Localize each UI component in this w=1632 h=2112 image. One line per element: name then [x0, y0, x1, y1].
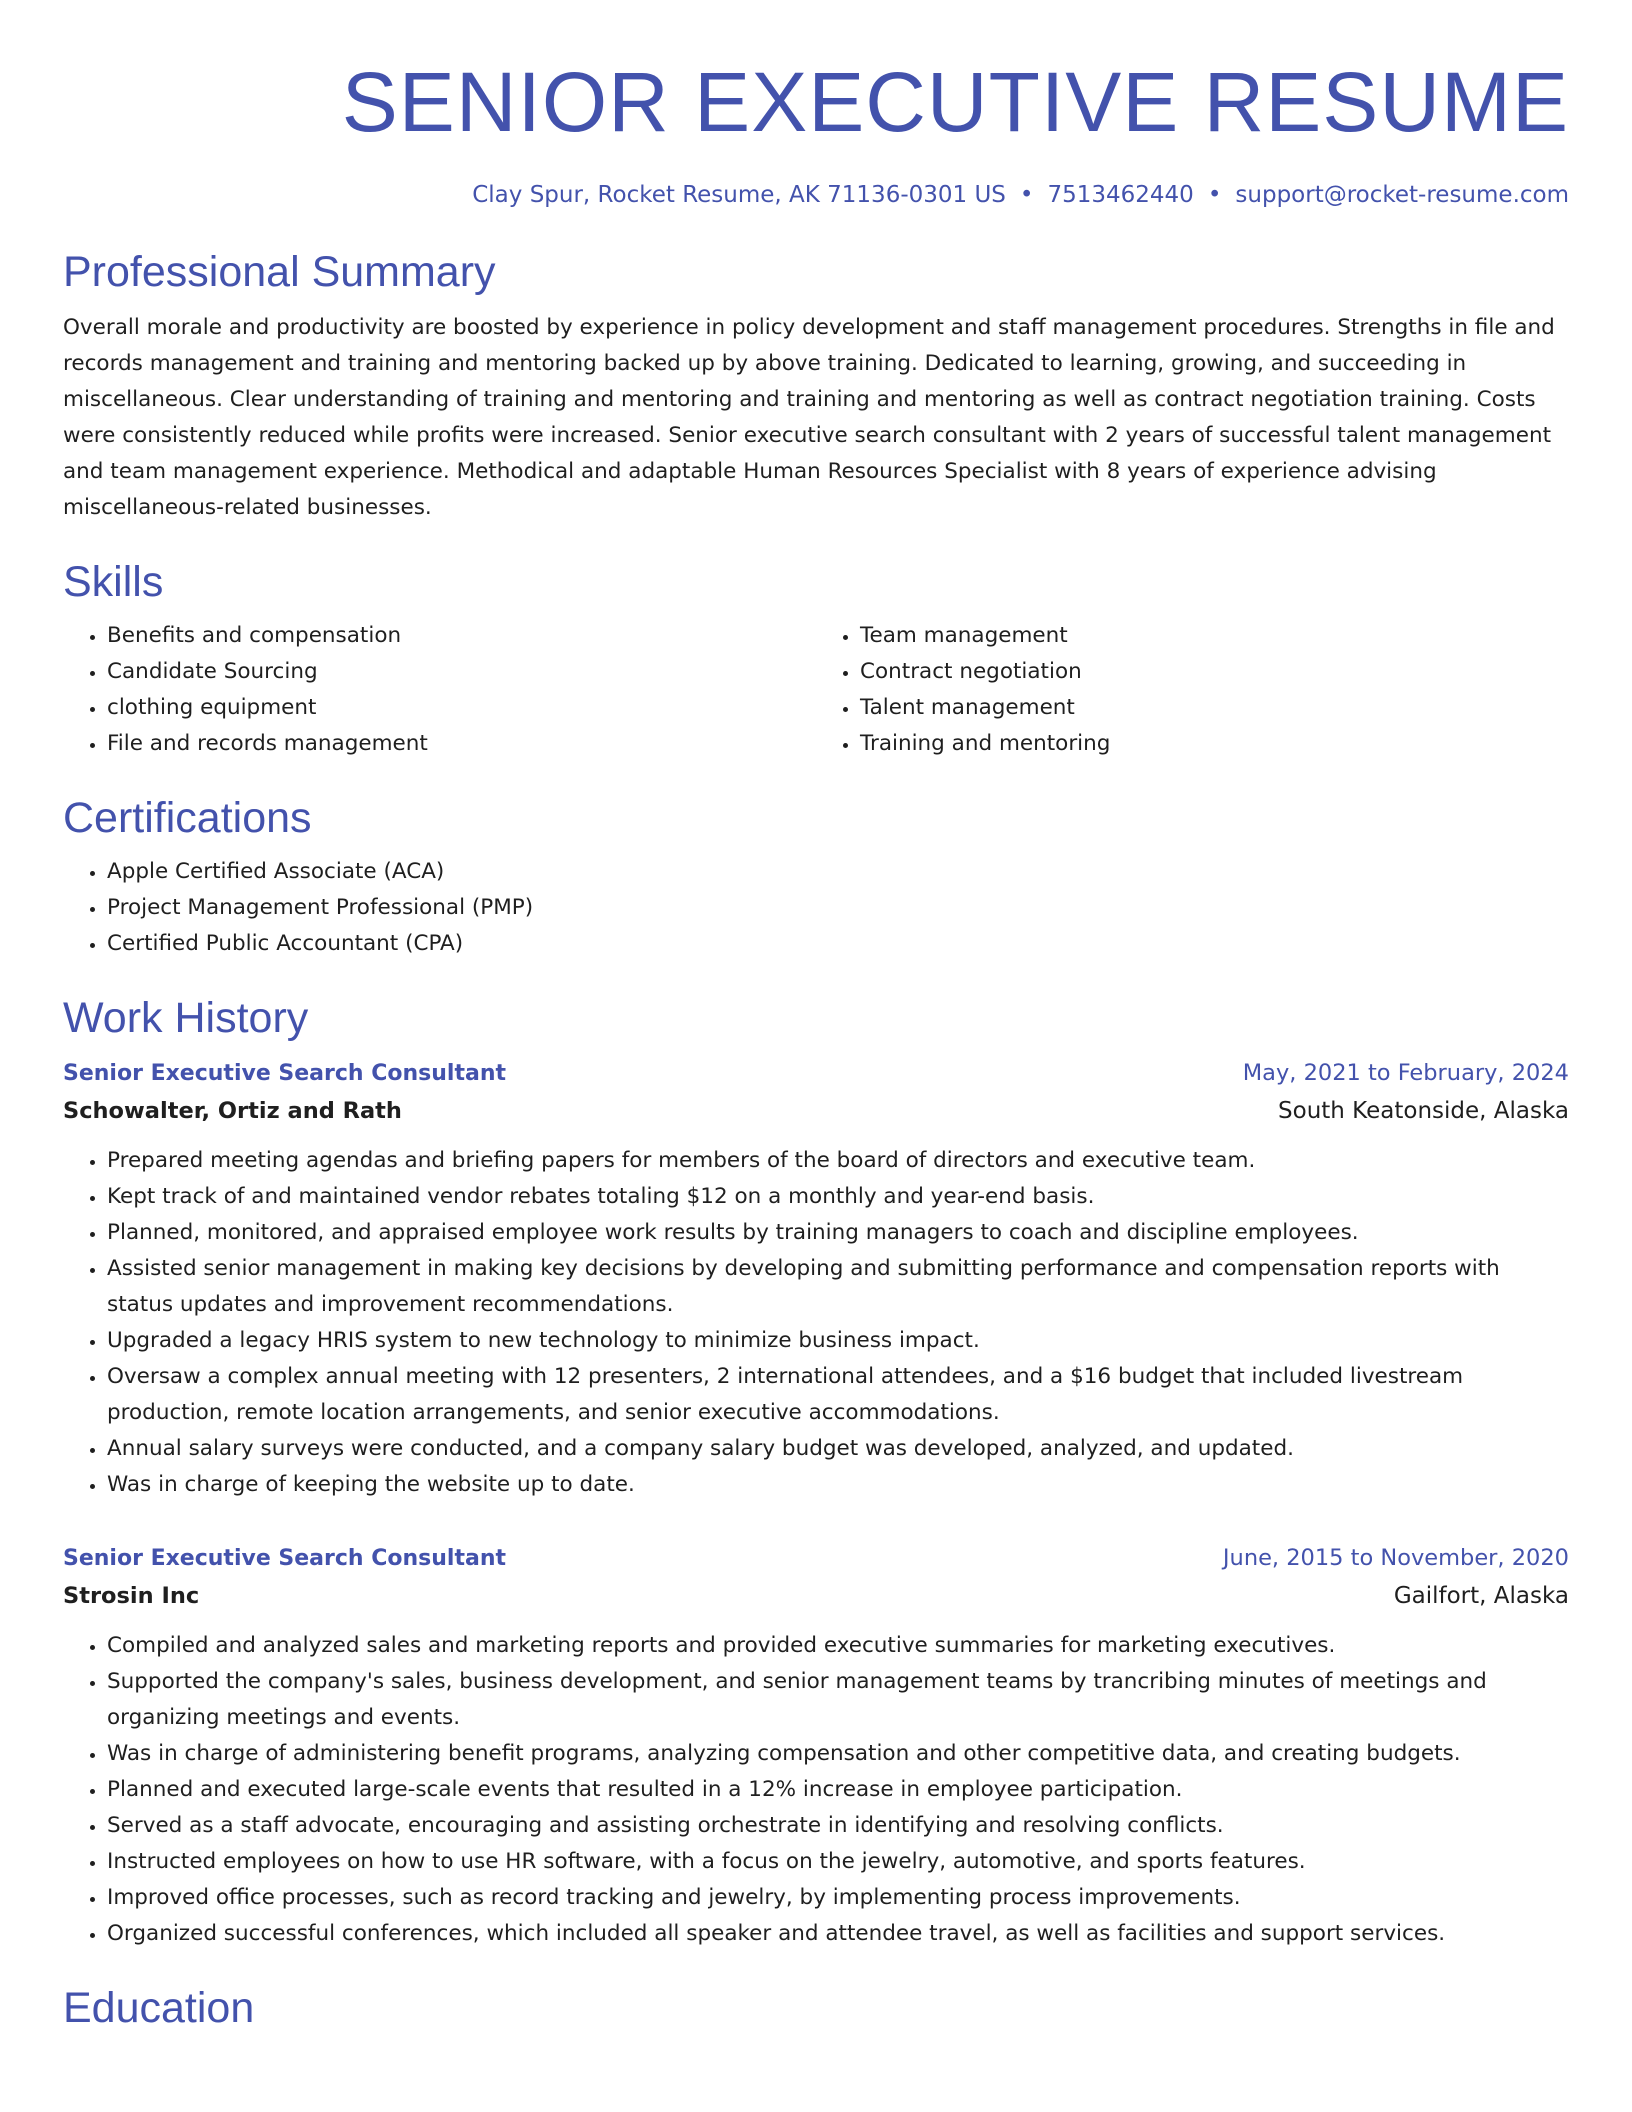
certification-item: • Certified Public Accountant (CPA): [107, 926, 1569, 962]
summary-text: Overall morale and productivity are boosted by experience in policy development and staff management procedures. Strengths in file and records management and training and mentoring backed up by above training. Dedicated to learning, growing, and succeeding in miscellaneous. Clear understanding of training and mentoring and training and mentoring as well as contract negotiation training. Costs were consistently reduced while profits were increased. Senior executive search consultant with 2 years of successful talent management and team management experience. Methodical and adaptable Human Resources Specialist with 8 years of experience advising miscellaneous-related businesses.: [63, 315, 1555, 520]
skill-item: • Contract negotiation: [860, 654, 1569, 690]
job-bullet: • Assisted senior management in making key decisions by developing and submitting performance and compensation reports with status updates and improvement recommendations.: [107, 1251, 1569, 1323]
certification-item: • Apple Certified Associate (ACA): [107, 854, 1569, 890]
skill-item: • File and records management: [107, 726, 816, 762]
job-entry: [63, 1541, 1569, 1952]
job-bullets: [63, 1628, 1569, 1952]
skill-item: • Training and mentoring: [860, 726, 1569, 762]
skill-item: • Team management: [860, 618, 1569, 654]
skill-item: • Talent management: [860, 690, 1569, 726]
job-bullet: • Oversaw a complex annual meeting with 12 presenters, 2 international attendees, and a $16 budget that included livestream production, remote location arrangements, and senior executive accommodations.: [107, 1359, 1569, 1431]
job-employer: Schowalter, Ortiz and Rath: [63, 1098, 402, 1124]
job-bullet: • Improved office processes, such as record tracking and jewelry, by implementing process improvements.: [107, 1880, 1569, 1916]
skills-list-left: [63, 618, 816, 762]
job-employer: Strosin Inc: [63, 1583, 200, 1609]
education-heading: Education: [63, 1984, 255, 2032]
job-bullet: • Planned, monitored, and appraised employee work results by training managers to coach and discipline employees.: [107, 1215, 1569, 1251]
contact-phone: 7513462440: [1047, 182, 1194, 208]
job-bullet: • Organized successful conferences, which included all speaker and attendee travel, as well as facilities and support services.: [107, 1916, 1569, 1952]
job-bullet: • Supported the company's sales, business development, and senior management teams by trancribing minutes of meetings and organizing meetings and events.: [107, 1664, 1569, 1736]
job-bullet: • Compiled and analyzed sales and marketing reports and provided executive summaries for marketing executives.: [107, 1628, 1569, 1664]
contact-separator: •: [1019, 182, 1034, 208]
job-bullets: [63, 1143, 1569, 1503]
contact-line: [63, 180, 1569, 210]
resume-header: [63, 0, 1569, 210]
summary-heading: Professional Summary: [63, 248, 496, 296]
job-entry: [63, 1056, 1569, 1503]
job-title: Senior Executive Search Consultant: [63, 1061, 506, 1086]
skill-item: • Benefits and compensation: [107, 618, 816, 654]
job-bullet: • Upgraded a legacy HRIS system to new technology to minimize business impact.: [107, 1323, 1569, 1359]
contact-separator: •: [1207, 182, 1222, 208]
job-bullet: • Instructed employees on how to use HR software, with a focus on the jewelry, automotive, and sports features.: [107, 1844, 1569, 1880]
contact-address: Clay Spur, Rocket Resume, AK 71136-0301 US: [472, 182, 1006, 208]
skills-heading: Skills: [63, 558, 164, 606]
job-bullet: • Was in charge of keeping the website up to date.: [107, 1467, 1569, 1503]
job-title: Senior Executive Search Consultant: [63, 1546, 506, 1571]
skills-columns: [63, 618, 1569, 762]
job-bullet: • Kept track of and maintained vendor rebates totaling $12 on a monthly and year-end basis.: [107, 1179, 1569, 1215]
skill-item: • clothing equipment: [107, 690, 816, 726]
job-bullet: • Annual salary surveys were conducted, and a company salary budget was developed, analyzed, and updated.: [107, 1431, 1569, 1467]
certification-item: • Project Management Professional (PMP): [107, 890, 1569, 926]
job-bullet: • Prepared meeting agendas and briefing papers for members of the board of directors and executive team.: [107, 1143, 1569, 1179]
job-location: South Keatonside, Alaska: [1278, 1098, 1569, 1124]
certifications-list: [63, 854, 1569, 962]
work-history-heading: Work History: [63, 994, 309, 1042]
contact-email[interactable]: support@rocket-resume.com: [1235, 182, 1569, 208]
job-dates: May, 2021 to February, 2024: [1242, 1060, 1569, 1086]
skills-list-right: [816, 618, 1569, 762]
skill-item: • Candidate Sourcing: [107, 654, 816, 690]
job-bullet: • Was in charge of administering benefit programs, analyzing compensation and other competitive data, and creating budgets.: [107, 1736, 1569, 1772]
job-dates: June, 2015 to November, 2020: [1222, 1545, 1569, 1571]
job-location: Gailfort, Alaska: [1393, 1583, 1569, 1609]
certifications-heading: Certifications: [63, 794, 312, 842]
resume-title: SENIOR EXECUTIVE RESUME: [341, 55, 1569, 149]
job-bullet: • Served as a staff advocate, encouraging and assisting orchestrate in identifying and resolving conflicts.: [107, 1808, 1569, 1844]
job-bullet: • Planned and executed large-scale events that resulted in a 12% increase in employee participation.: [107, 1772, 1569, 1808]
